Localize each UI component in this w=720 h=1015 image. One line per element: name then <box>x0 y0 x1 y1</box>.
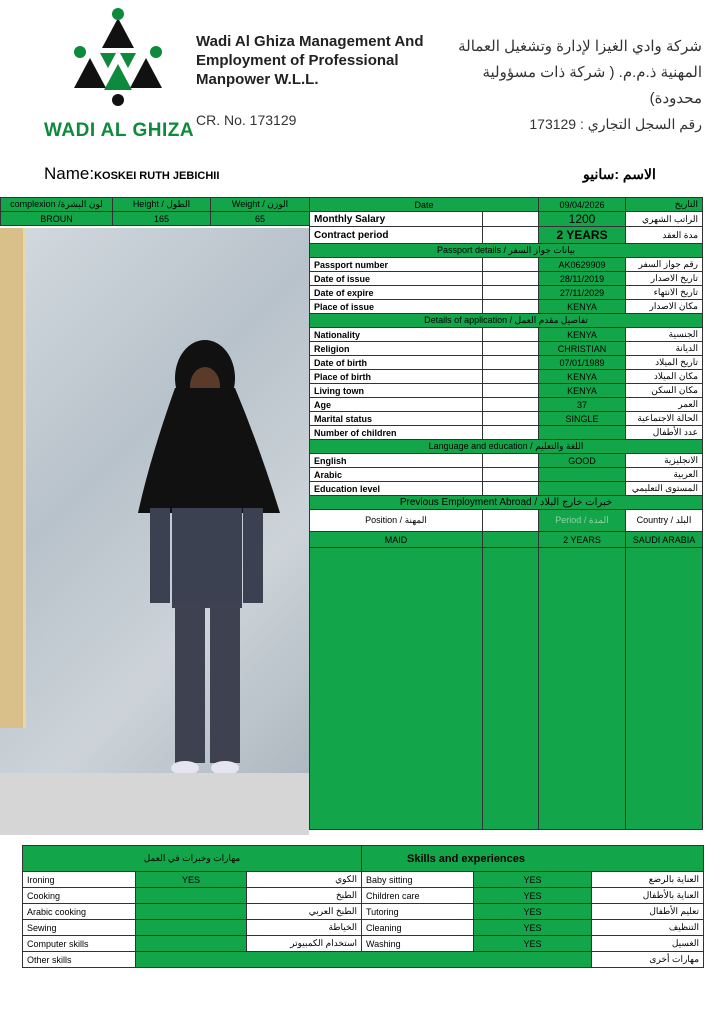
name-value: KOSKEI RUTH JEBICHII <box>94 170 220 182</box>
skill-tutoring-label: Tutoring <box>362 904 474 920</box>
salary-label-ar: الراتب الشهري <box>626 212 703 227</box>
other-skills-label-ar: مهارات أخرى <box>592 952 704 968</box>
skill-washing-value: YES <box>474 936 592 952</box>
company-name-ar: شركة وادي الغيزا لإدارة وتشغيل العمالة المهنية ذ.م.م. ( شركة ذات مسؤولية محدودة) <box>458 38 702 107</box>
employment-section-title: Previous Employment Abroad / خبرات خارج البلاد <box>310 496 703 510</box>
other-skills-value <box>136 952 592 968</box>
dob-value: 07/01/1989 <box>539 356 626 370</box>
skill-sewing-value <box>136 920 247 936</box>
expiry-date-label: Date of expire <box>310 286 483 300</box>
arabic-label-ar: العربية <box>626 468 703 482</box>
contract-value: 2 YEARS <box>539 227 626 244</box>
name-label: Name: <box>44 164 95 183</box>
issue-date-label-ar: تاريخ الاصدار <box>626 272 703 286</box>
skills-table <box>22 845 704 968</box>
skill-cleaning-label: Cleaning <box>362 920 474 936</box>
birthplace-label: Place of birth <box>310 370 483 384</box>
cr-number-ar: رقم السجل التجاري : 173129 <box>529 116 702 132</box>
religion-value: CHRISTIAN <box>539 342 626 356</box>
period-header: Period / المدة <box>539 510 626 532</box>
salary-value: 1200 <box>539 212 626 227</box>
skill-ironing-label-ar: الكوي <box>247 872 362 888</box>
children-value <box>539 426 626 440</box>
skill-babysitting-label-ar: العناية بالرضع <box>592 872 704 888</box>
arabic-value <box>539 468 626 482</box>
height-header: Height / الطول <box>113 198 211 212</box>
skill-babysitting-label: Baby sitting <box>362 872 474 888</box>
passport-section-title: Passport details / بيانات جواز السفر <box>310 244 703 258</box>
skill-arabic-cooking-label-ar: الطبخ العربي <box>247 904 362 920</box>
complexion-value: BROUN <box>1 212 113 226</box>
photo-margin <box>0 773 309 835</box>
issue-date-label: Date of issue <box>310 272 483 286</box>
door-frame <box>0 228 26 728</box>
candidate-photo <box>0 228 309 773</box>
weight-value: 65 <box>211 212 310 226</box>
logo-text: WADI AL GHIZA <box>44 120 195 141</box>
person-silhouette <box>130 338 290 778</box>
children-label-ar: عدد الأطفال <box>626 426 703 440</box>
position-header: Position / المهنة <box>310 510 483 532</box>
application-section-title: Details of application / تفاصيل مقدم العمل <box>310 314 703 328</box>
employment-position: MAID <box>310 532 483 548</box>
date-value: 09/04/2026 <box>539 198 626 212</box>
skill-computer-value <box>136 936 247 952</box>
name-line <box>44 164 219 184</box>
passport-number-label: Passport number <box>310 258 483 272</box>
details-table <box>309 197 703 830</box>
date-label-ar: التاريخ <box>626 198 703 212</box>
country-header: Country / البلد <box>626 510 703 532</box>
nationality-label-ar: الجنسية <box>626 328 703 342</box>
issue-date-value: 28/11/2019 <box>539 272 626 286</box>
skill-childcare-label-ar: العناية بالأطفال <box>592 888 704 904</box>
contract-label-ar: مدة العقد <box>626 227 703 244</box>
education-label-ar: المستوى التعليمي <box>626 482 703 496</box>
issue-place-value: KENYA <box>539 300 626 314</box>
skill-childcare-label: Children care <box>362 888 474 904</box>
name-label-ar: الاسم : <box>614 166 656 182</box>
skill-babysitting-value: YES <box>474 872 592 888</box>
skill-computer-label: Computer skills <box>23 936 136 952</box>
skill-cooking-label: Cooking <box>23 888 136 904</box>
skill-washing-label-ar: الغسيل <box>592 936 704 952</box>
date-label: Date <box>310 198 539 212</box>
height-value: 165 <box>113 212 211 226</box>
employment-country: SAUDI ARABIA <box>626 532 703 548</box>
weight-header: Weight / الوزن <box>211 198 310 212</box>
marital-value: SINGLE <box>539 412 626 426</box>
skill-ironing-value: YES <box>136 872 247 888</box>
contract-label: Contract period <box>310 227 483 244</box>
physical-table <box>0 197 310 226</box>
skill-arabic-cooking-value <box>136 904 247 920</box>
children-label: Number of children <box>310 426 483 440</box>
living-town-label: Living town <box>310 384 483 398</box>
salary-label: Monthly Salary <box>310 212 483 227</box>
name-line-ar <box>583 166 656 183</box>
company-name-en: Wadi Al Ghiza Management And Employment of Professional Manpower W.L.L. <box>196 33 424 88</box>
skills-title-en: Skills and experiences <box>362 846 704 872</box>
skill-cleaning-value: YES <box>474 920 592 936</box>
dob-label-ar: تاريخ الميلاد <box>626 356 703 370</box>
skill-cleaning-label-ar: التنظيف <box>592 920 704 936</box>
employment-empty-cell <box>310 548 483 830</box>
birthplace-value: KENYA <box>539 370 626 384</box>
skill-childcare-value: YES <box>474 888 592 904</box>
logo-graphic <box>70 8 166 118</box>
expiry-date-label-ar: تاريخ الانتهاء <box>626 286 703 300</box>
name-value-ar: سانيو <box>583 166 615 182</box>
nationality-value: KENYA <box>539 328 626 342</box>
skill-sewing-label-ar: الخياطة <box>247 920 362 936</box>
nationality-label: Nationality <box>310 328 483 342</box>
issue-place-label-ar: مكان الاصدار <box>626 300 703 314</box>
living-town-value: KENYA <box>539 384 626 398</box>
employment-period: 2 YEARS <box>539 532 626 548</box>
skill-tutoring-label-ar: تعليم الأطفال <box>592 904 704 920</box>
passport-number-label-ar: رقم جواز السفر <box>626 258 703 272</box>
english-value: GOOD <box>539 454 626 468</box>
english-label: English <box>310 454 483 468</box>
other-skills-label: Other skills <box>23 952 136 968</box>
dob-label: Date of birth <box>310 356 483 370</box>
cr-number-en: CR. No. 173129 <box>196 112 297 128</box>
birthplace-label-ar: مكان الميلاد <box>626 370 703 384</box>
age-label-ar: العمر <box>626 398 703 412</box>
marital-label: Marital status <box>310 412 483 426</box>
religion-label: Religion <box>310 342 483 356</box>
issue-place-label: Place of issue <box>310 300 483 314</box>
religion-label-ar: الديانة <box>626 342 703 356</box>
skill-cooking-value <box>136 888 247 904</box>
company-logo <box>70 8 166 118</box>
skill-arabic-cooking-label: Arabic cooking <box>23 904 136 920</box>
education-label: Education level <box>310 482 483 496</box>
skill-computer-label-ar: استخدام الكمبيوتر <box>247 936 362 952</box>
passport-number-value: AK0629909 <box>539 258 626 272</box>
arabic-label: Arabic <box>310 468 483 482</box>
expiry-date-value: 27/11/2029 <box>539 286 626 300</box>
skill-sewing-label: Sewing <box>23 920 136 936</box>
education-value <box>539 482 626 496</box>
age-label: Age <box>310 398 483 412</box>
complexion-header: complexion /لون البشرة <box>1 198 113 212</box>
marital-label-ar: الحالة الاجتماعية <box>626 412 703 426</box>
skills-title-ar: مهارات وخبرات في العمل <box>23 846 362 872</box>
living-town-label-ar: مكان السكن <box>626 384 703 398</box>
skill-washing-label: Washing <box>362 936 474 952</box>
skill-ironing-label: Ironing <box>23 872 136 888</box>
skill-tutoring-value: YES <box>474 904 592 920</box>
english-label-ar: الانجليزية <box>626 454 703 468</box>
skill-cooking-label-ar: الطبخ <box>247 888 362 904</box>
language-section-title: Language and education / اللغة والتعليم <box>310 440 703 454</box>
age-value: 37 <box>539 398 626 412</box>
